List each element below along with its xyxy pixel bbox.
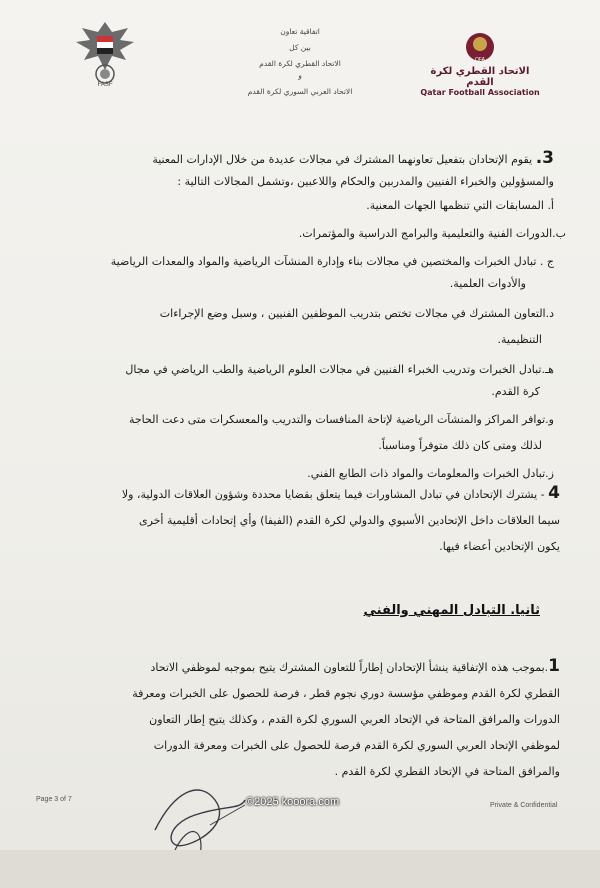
section-4-number: 4: [548, 483, 560, 503]
item-a: أ. المسابقات التي تنظمها الجهات المعنية.: [366, 199, 554, 212]
item-w-line-1: و.توافر المراكز والمنشآت الرياضية لإتاحة المنافسات والتدريب والمعسكرات متى دعت الحاجة: [128, 413, 554, 426]
header-line-2: بين كل: [289, 43, 311, 52]
section-3-intro-2: والمسؤولين والخبراء الفنيين والمدربين والحكام واللاعبين ،وتشمل المجالات التالية :: [177, 175, 554, 188]
section-4-line-2: سيما العلاقات داخل الإتحادين الأسيوي والدولي لكرة القدم (الفيفا) وأي إتحادات أقليمية أخرى: [138, 514, 560, 527]
section-b1-number: 1: [548, 656, 560, 676]
section-b1-text-1: .بموجب هذه الإتفاقية ينشأ الإتحادان إطاراً للتعاون المشترك يتيح بموجبه لموظفي الاتحاد: [150, 661, 549, 674]
handwritten-signature: [145, 770, 255, 860]
section-4: [50, 482, 560, 558]
section-3-number: 3.: [535, 148, 554, 168]
section-3-intro-1: يقوم الإتحادان بتفعيل تعاونهما المشترك في مجالات عديدة من خلال الإدارات المعنية: [152, 153, 533, 166]
section-heading-professional-exchange: ثانيا. التبادل المهني والفني: [363, 603, 540, 618]
section-3: [54, 147, 566, 485]
item-w-line-2: لذلك ومتى كان ذلك متوفراً ومناسباً.: [378, 439, 542, 452]
item-d-line-2: التنظيمية.: [497, 333, 542, 346]
header-line-3: الاتحاد القطري لكرة القدم: [259, 59, 341, 68]
item-h-line-2: كرة القدم.: [491, 385, 540, 398]
watermark: ©2025 kooora.com: [246, 796, 340, 808]
section-b1-line-5: والمرافق المتاحة في الإتحاد القطري لكرة القدم .: [334, 765, 560, 778]
section-b1-line-1: [50, 655, 560, 679]
qfa-badge-text: QFA: [474, 57, 486, 63]
agreement-header: [200, 22, 400, 102]
section-b-1: [50, 655, 560, 783]
page-number: Page 3 of 7: [36, 796, 72, 803]
item-c-line-1: ج . تبادل الخبرات والمختصين في مجالات بناء وإدارة المنشآت الرياضية والمواد والمعدات الرياضية: [110, 255, 554, 268]
item-d-line-1: د.التعاون المشترك في مجالات تختص بتدريب الموظفين الفنيين ، وسبل وضع الإجراءات: [159, 307, 554, 320]
section-4-line-3: يكون الإتحادين أعضاء فيها.: [439, 540, 560, 553]
left-logo-text: FASF: [97, 82, 113, 88]
item-b: ب.الدورات الفنية والتعليمية والبرامج الدراسية والمؤتمرات.: [298, 227, 566, 240]
syrian-federation-logo: [70, 14, 140, 90]
section-3-line-1: [54, 147, 554, 171]
header-line-1: اتفاقية تعاون: [280, 27, 320, 36]
qfa-arabic-name: الاتحاد القطري لكرة القدم: [430, 66, 530, 88]
section-b1-line-4: لموظفي الإتحاد العربي السوري لكرة القدم فرصة للحصول على الخبرات ومعرفة الدورات: [153, 739, 560, 752]
section-b1-line-2: القطري لكرة القدم وموظفي مؤسسة دوري نجوم قطر ، فرصة للحصول على الخبرات ومعرفة: [132, 687, 560, 700]
header-line-4: و: [298, 71, 302, 80]
item-h-line-1: هـ.تبادل الخبرات وتدريب الخبراء الفنيين في مجالات العلوم الرياضية والطب الرياضي في مجال: [125, 363, 554, 376]
item-z: ز.تبادل الخبرات والمعلومات والمواد ذات الطابع الفني.: [307, 467, 554, 480]
qfa-english-name: Qatar Football Association: [420, 88, 540, 97]
section-4-text-1: - يشترك الإتحادان في تبادل المشاورات فيما يتعلق بقضايا محددة وشؤون العلاقات الدولية، ولا: [121, 488, 545, 501]
confidential-label: Private & Confidential: [490, 802, 558, 809]
page-bottom-shadow: [0, 850, 600, 888]
section-4-line-1: [50, 482, 560, 506]
item-c-line-2: والأدوات العلمية.: [449, 277, 526, 290]
section-b1-line-3: الدورات والمرافق المتاحة في الإتحاد العربي السوري لكرة القدم ، وكذلك يتيح إطار التعاون: [149, 713, 560, 726]
qatar-football-association-logo: [420, 30, 540, 100]
header-line-5: الاتحاد العربي السوري لكرة القدم: [247, 87, 353, 96]
